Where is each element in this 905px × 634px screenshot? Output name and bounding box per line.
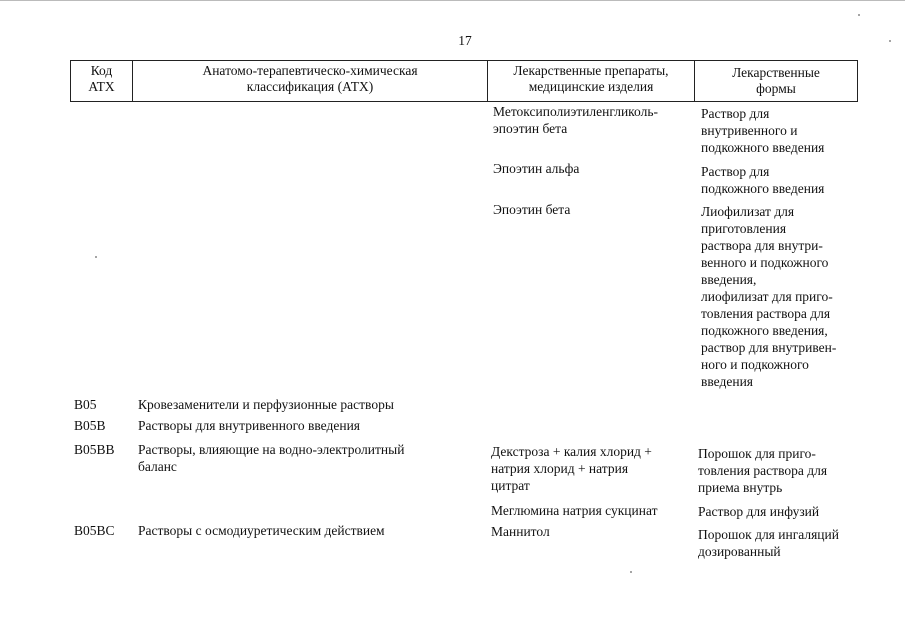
scan-speck — [95, 256, 97, 258]
dosage-form: Раствор для инфузий — [698, 504, 820, 519]
scan-speck — [858, 14, 860, 16]
header-drugs: Лекарственные препараты, медицинские изделия — [488, 61, 695, 101]
dosage-form: Порошок для ингаляций дозированный — [698, 527, 839, 559]
atx-name: Растворы для внутривенного введения — [138, 418, 361, 433]
page-number: 17 — [458, 33, 472, 48]
atx-name: Кровезаменители и перфузионные растворы — [138, 397, 394, 412]
dosage-form: Порошок для приго- товления раствора для приема внутрь — [698, 446, 828, 495]
drug-name: Декстроза + калия хлорид + натрия хлорид + натрия цитрат — [491, 444, 652, 493]
scan-speck — [630, 571, 632, 573]
page-top-edge — [0, 0, 905, 1]
header-code: Код ATX — [71, 61, 133, 101]
atx-code: B05 — [74, 397, 97, 412]
atx-code: B05B — [74, 418, 106, 433]
table-header — [70, 60, 858, 102]
drug-name: Эпоэтин альфа — [493, 161, 580, 176]
atx-name: Растворы, влияющие на водно-электролитный баланс — [138, 442, 405, 474]
dosage-form: Лиофилизат для приготовления раствора для внутри- венного и подкожного введения, лиофилизат для приго- товления раствора для подкожного введения, раствор для внутривен- ного и подкожного введения — [701, 204, 837, 389]
atx-code: B05BC — [74, 523, 115, 538]
dosage-form: Раствор для внутривенного и подкожного введения — [701, 106, 825, 155]
drug-name: Эпоэтин бета — [493, 202, 571, 217]
drug-name: Маннитол — [491, 524, 550, 539]
drug-name: Меглюмина натрия сукцинат — [491, 503, 658, 518]
scan-speck — [889, 40, 891, 42]
header-forms: Лекарственные формы — [732, 65, 820, 96]
header-atx: Анатомо-терапевтическо-химическая классификация (АТХ) — [133, 61, 488, 101]
atx-name: Растворы с осмодиуретическим действием — [138, 523, 385, 538]
drug-name: Метоксиполиэтиленгликоль- эпоэтин бета — [493, 104, 659, 136]
atx-code: B05BB — [74, 442, 115, 457]
dosage-form: Раствор для подкожного введения — [701, 164, 825, 196]
